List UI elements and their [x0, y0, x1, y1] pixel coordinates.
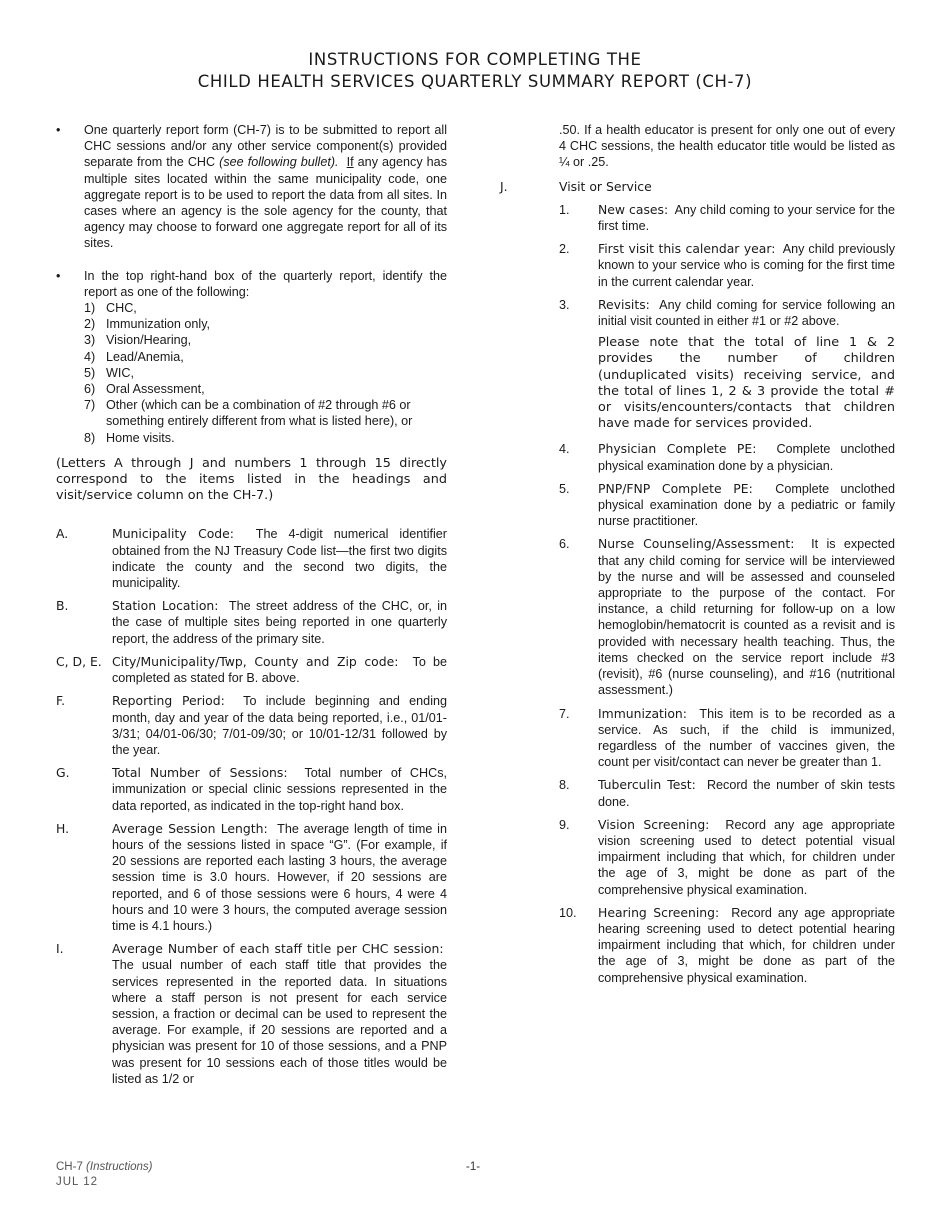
- title-line-2: CHILD HEALTH SERVICES QUARTERLY SUMMARY REPORT (CH-7): [197, 72, 753, 91]
- list-item: 1) CHC,: [84, 301, 137, 316]
- service-item-8: 8. Tuberculin Test: Record the number of skin tests done.: [559, 777, 896, 809]
- report-type-list: [84, 300, 447, 446]
- item-a: A. Municipality Code: The 4-digit numerical identifier obtained from the NJ Treasury Code list—the first two digits indicate the county and the second two digits, the municipality.: [56, 526, 447, 591]
- service-item-2: 2. First visit this calendar year: Any child previously known to your service who is coming for the first time in the current calendar year.: [559, 241, 895, 289]
- bullet-icon: •: [56, 123, 61, 137]
- list-item: 6) Oral Assessment,: [84, 382, 205, 397]
- service-item-7: 7. Immunization: This item is to be recorded as a service. As such, if the child is immunized, regardless of the number of vaccines given, the count per visit/contact can never be greater than 1.: [559, 705, 895, 770]
- service-item-3: 3. Revisits: Any child coming for service following an initial visit counted in either #1 or #2 above.: [559, 296, 895, 329]
- item-g: G. Total Number of Sessions: Total number of CHCs, immunization or special clinic sessions represented in the data reported, as indicated in the top-right hand box.: [56, 765, 447, 813]
- item-h: H. Average Session Length: The average length of time in hours of the sessions listed in space “G”. (For example, if 20 sessions are reported each lasting 3 hours, the average session time is 3.0 hours. However, if 20 sessions are reported, and 6 of those sessions were 6 hours, 4 were 4 hours and 10 were 3 hours, the computed average session time is 4.1 hours.): [56, 820, 447, 933]
- list-item: 7) Other (which can be a combination of #2 through #6 or something entirely different from what is listed here), or: [84, 398, 413, 429]
- letters-note: (Letters A through J and numbers 1 through 15 directly correspond to the items listed in the headings and visit/service column on the CH-7.): [56, 455, 447, 504]
- item-b: B. Station Location: The street address of the CHC, or, in the case of multiple sites being reported in one quarterly report, the address of the primary site.: [56, 598, 447, 646]
- page-number: -1-: [466, 1161, 481, 1173]
- services-note: Please note that the total of line 1 & 2 provides the number of children (unduplicated visits) receiving service, and the total of lines 1, 2 & 3 provide the total # or visits/encounters/contacts that children have made for services provided.: [598, 335, 895, 432]
- service-item-10: 10. Hearing Screening: Record any age appropriate hearing screening used to detect potential hearing impairment including that which, for children under the age of 3, might be done as part of the comprehensive physical examination.: [559, 904, 896, 985]
- bullet-item-2: • In the top right-hand box of the quarterly report, identify the report as one of the following: 1) CHC, 2) Immunization only, 3) Vision/Hearing, 4) Lead/Anemia, 5) WIC, 6) Oral Assessment, 7) Other (which can be a combination of #2 through #6 or something entirely different from what is listed here), or 8) Home visits.: [56, 268, 447, 445]
- title-line-1: INSTRUCTIONS FOR COMPLETING THE: [308, 50, 642, 69]
- item-i-continued: .50. If a health educator is present for only one out of every 4 CHC sessions, the health educator title would be listed as ¼ or .25.: [559, 123, 895, 170]
- service-item-9: 9. Vision Screening: Record any age appropriate vision screening used to detect potential visual impairment including that which, for children under the age of 3, might be done as part of the comprehensive physical examination.: [559, 816, 896, 897]
- item-f: F. Reporting Period: To include beginning and ending month, day and year of the data being reported, i.e., 01/01-3/31; 04/01-06/30; 7/01-09/30; or 10/01-12/31 followed by the year.: [56, 693, 447, 757]
- service-item-6: 6. Nurse Counseling/Assessment: It is expected that any child coming for service will be interviewed by the nurse and will be assessed and counseled appropriate to the purpose of the contact. For instance, a child returning for follow-up on a low hemoglobin/hematocrit is counted as a revisit and is provided with necessary health teaching. Thus, the items checked on the service report include #3 (revisit), #6 (nurse counseling), and #16 (nutritional assessment.): [559, 536, 895, 698]
- item-cde: C, D, E. City/Municipality/Twp, County and Zip code: To be completed as stated for B. above.: [56, 653, 448, 686]
- list-item: 3) Vision/Hearing,: [84, 333, 192, 348]
- item-j-heading: J. Visit or Service: [500, 178, 652, 194]
- list-item: 8) Home visits.: [84, 430, 175, 445]
- service-item-4: 4. Physician Complete PE: Complete unclothed physical examination done by a physician.: [559, 441, 895, 473]
- list-item: 2) Immunization only,: [84, 317, 211, 332]
- service-item-1: 1. New cases: Any child coming to your service for the first time.: [559, 201, 895, 234]
- bullet-item-1: • One quarterly report form (CH-7) is to be submitted to report all CHC sessions and/or any other service component(s) provided separate from the CHC (see following bullet). If any agency has multiple sites located within the same municipality code, one aggregate report is to be used to report the data from all sites. In cases where an agency is the sole agency for the county, that agency may choose to forward one aggregate report for all of its sites.: [56, 123, 447, 251]
- right-column: [500, 122, 895, 993]
- footer-form-id: CH-7 (Instructions): [56, 1161, 153, 1173]
- service-item-5: 5. PNP/FNP Complete PE: Complete unclothed physical examination done by a pediatric or family nurse practitioner.: [559, 480, 896, 529]
- list-item: 5) WIC,: [84, 365, 134, 380]
- list-item: 4) Lead/Anemia,: [84, 349, 184, 364]
- footer-date: JUL 12: [56, 1176, 99, 1188]
- left-column: [56, 122, 447, 1094]
- bullet-icon: •: [56, 268, 61, 283]
- item-i: I. Average Number of each staff title per CHC session: The usual number of each staff title that provides the services represented in the reported data. In situations where a staff person is not present for each service session, a fraction or decimal can be used to represent the average. For example, if 20 sessions are reported and a physician was present for 10 of those sessions, and a PNP was present for 10 sessions each of those titles would be listed as 1/2 or: [56, 941, 447, 1086]
